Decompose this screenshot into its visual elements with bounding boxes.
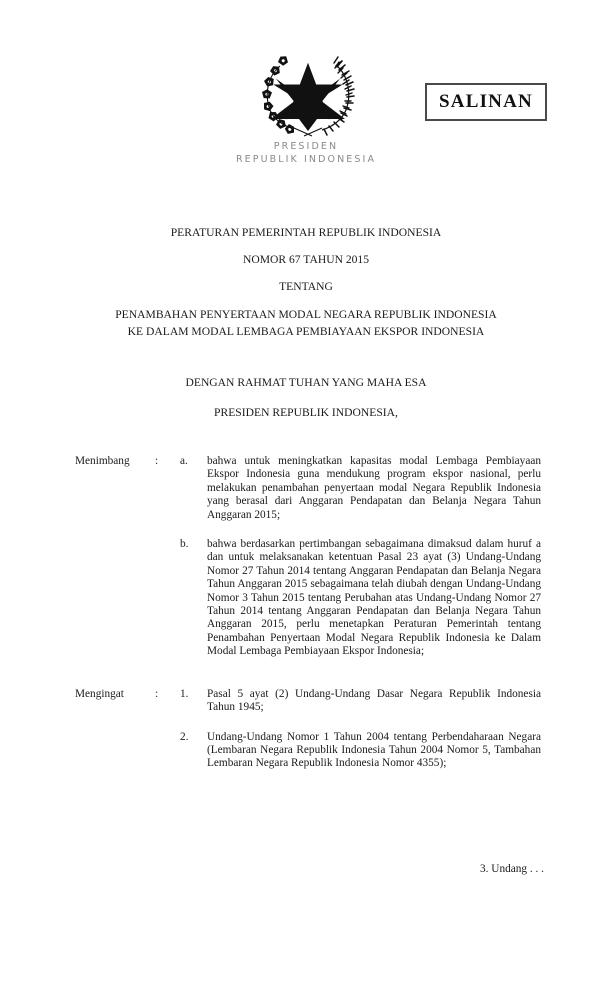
list-item bbox=[180, 455, 541, 522]
page-continuation-text: 3. Undang . . . bbox=[479, 863, 544, 875]
list-item-text: Pasal 5 ayat (2) Undang-Undang Dasar Negara Republik Indonesia Tahun 1945; bbox=[207, 687, 541, 714]
preamble-issuer: PRESIDEN REPUBLIK INDONESIA, bbox=[214, 406, 398, 419]
section-menimbang-label: Menimbang bbox=[75, 455, 130, 467]
section-mengingat bbox=[75, 688, 541, 771]
section-menimbang-colon: : bbox=[155, 455, 159, 467]
list-item bbox=[180, 538, 541, 659]
list-item bbox=[180, 731, 541, 771]
list-item-marker: a. bbox=[180, 455, 188, 467]
title-regulation-type: PERATURAN PEMERINTAH REPUBLIK INDONESIA bbox=[170, 226, 442, 239]
masthead-caption bbox=[0, 140, 612, 166]
preamble-blessing: DENGAN RAHMAT TUHAN YANG MAHA ESA bbox=[185, 376, 427, 389]
list-item bbox=[180, 688, 541, 715]
masthead-caption-line-1: PRESIDEN bbox=[273, 141, 339, 152]
list-item-text: bahwa berdasarkan pertimbangan sebagaimana dimaksud dalam huruf a dan untuk melaksanakan ketentuan Pasal 23 ayat (3) Undang-Undang Nomor 27 Tahun 2014 tentang Anggaran Pendapatan dan Belanja Negara Tahun Anggaran 2015 sebagaimana telah diubah dengan Undang-Undang Nomor 3 Tahun 2015 tentang Perubahan atas Undang-Undang Nomor 27 Tahun 2014 tentang Anggaran Pendapatan dan Belanja Negara Tahun Anggaran 2015, perlu menetapkan Peraturan Pemerintah tentang Penambahan Penyertaan Modal Negara Republik Indonesia ke Dalam Modal Lembaga Pembiayaan Ekspor Indonesia; bbox=[207, 538, 541, 658]
page-continuation-note bbox=[0, 862, 612, 876]
section-mengingat-label: Mengingat bbox=[75, 687, 124, 700]
salinan-stamp-label: SALINAN bbox=[439, 91, 533, 112]
list-item-marker: b. bbox=[180, 538, 189, 551]
section-menimbang-items bbox=[180, 455, 541, 659]
title-number-year: NOMOR 67 TAHUN 2015 bbox=[242, 253, 370, 266]
masthead-caption-line-2: REPUBLIK INDONESIA bbox=[235, 154, 377, 165]
document-title-block bbox=[56, 226, 556, 339]
section-mengingat-colon: : bbox=[155, 687, 159, 700]
section-mengingat-items bbox=[180, 688, 541, 771]
salinan-stamp bbox=[425, 83, 547, 121]
title-about-label: TENTANG bbox=[279, 280, 333, 293]
presidential-star-wreath-emblem bbox=[256, 52, 360, 138]
clauses-container bbox=[75, 455, 541, 771]
list-item-marker: 1. bbox=[180, 687, 189, 700]
title-subject-line-1: PENAMBAHAN PENYERTAAN MODAL NEGARA REPUBLIK INDONESIA bbox=[115, 308, 497, 321]
list-item-text: Undang-Undang Nomor 1 Tahun 2004 tentang Perbendaharaan Negara (Lembaran Negara Republik Indonesia Tahun 2004 Nomor 5, Tambahan Lembaran Negara Republik Indonesia Nomor 4355); bbox=[207, 730, 541, 770]
list-item-text: bahwa untuk meningkatkan kapasitas modal Lembaga Pembiayaan Ekspor Indonesia guna mendukung program ekspor nasional, perlu melakukan penambahan penyertaan modal Negara Republik Indonesia yang berasal dari Anggaran Pendapatan dan Belanja Negara Tahun Anggaran 2015; bbox=[207, 455, 541, 521]
list-item-marker: 2. bbox=[180, 730, 189, 743]
title-subject-line-2: KE DALAM MODAL LEMBAGA PEMBIAYAAN EKSPOR INDONESIA bbox=[127, 325, 485, 338]
preamble-block bbox=[56, 376, 556, 420]
section-menimbang bbox=[75, 455, 541, 659]
